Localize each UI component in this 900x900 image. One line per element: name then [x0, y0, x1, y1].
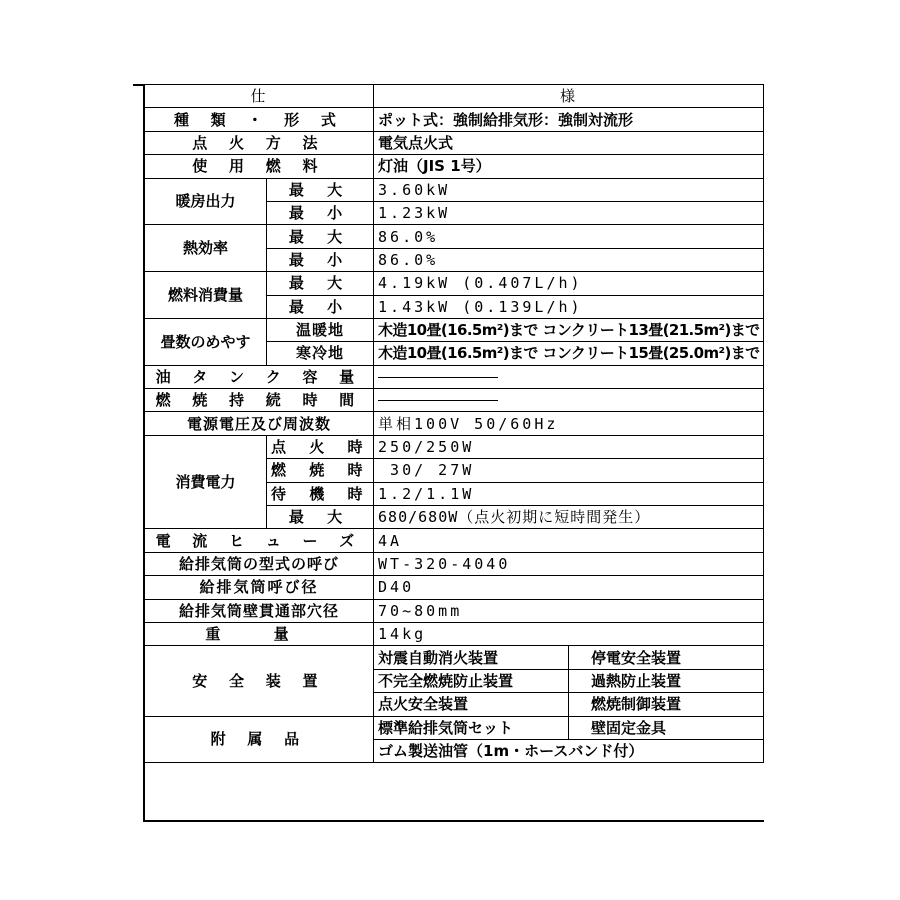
type-value: ポット式：強制給排気形：強制対流形 [374, 108, 764, 131]
table-row [145, 389, 764, 412]
efficiency-min-label: 最 小 [267, 248, 374, 271]
room-size-cold-value: 木造10畳(16.5m²)まで コンクリート15畳(25.0m²)まで [374, 342, 764, 365]
flue-diameter-label: 給排気筒呼び径 [145, 576, 374, 599]
fuel-consumption-min-label: 最 小 [267, 295, 374, 318]
efficiency-min-value: 86.0% [374, 248, 764, 271]
table-row [145, 622, 764, 645]
efficiency-max-value: 86.0% [374, 225, 764, 248]
safety-item: 不完全燃焼防止装置 [374, 669, 569, 692]
table-row [145, 412, 764, 435]
table-row [145, 365, 764, 388]
frame-bottom-line [143, 820, 764, 822]
type-label: 種 類 ・ 形 式 [145, 108, 374, 131]
accessories-label: 附 属 品 [145, 716, 374, 763]
tank-capacity-value [374, 365, 764, 388]
table-row [145, 435, 764, 458]
header-shi: 仕 [145, 85, 374, 108]
safety-item: 停電安全装置 [569, 646, 764, 669]
table-row [145, 318, 764, 341]
power-max-value: 680/680W（点火初期に短時間発生） [374, 506, 764, 529]
fuel-consumption-min-value: 1.43kW (0.139L/h) [374, 295, 764, 318]
power-standby-value: 1.2/1.1W [374, 482, 764, 505]
room-size-warm-label: 温暖地 [267, 318, 374, 341]
power-standby-label: 待 機 時 [267, 482, 374, 505]
ignition-label: 点 火 方 法 [145, 131, 374, 154]
safety-item: 点火安全装置 [374, 693, 569, 716]
fuel-consumption-max-value: 4.19kW (0.407L/h) [374, 272, 764, 295]
table-row [145, 552, 764, 575]
table-row [145, 646, 764, 669]
spec-table [144, 84, 764, 763]
table-row [145, 576, 764, 599]
weight-label: 重 量 [145, 622, 374, 645]
table-row [145, 599, 764, 622]
power-ignition-value: 250/250W [374, 435, 764, 458]
fuel-consumption-max-label: 最 大 [267, 272, 374, 295]
burn-duration-value [374, 389, 764, 412]
table-row [145, 131, 764, 154]
heat-output-label: 暖房出力 [145, 178, 267, 225]
heat-output-min-value: 1.23kW [374, 201, 764, 224]
safety-label: 安 全 装 置 [145, 646, 374, 716]
efficiency-label: 熱効率 [145, 225, 267, 272]
room-size-label: 畳数のめやす [145, 318, 267, 365]
fuel-value: 灯油（JIS 1号） [374, 155, 764, 178]
burn-duration-label: 燃 焼 持 続 時 間 [145, 389, 374, 412]
power-ignition-label: 点 火 時 [267, 435, 374, 458]
table-row [145, 85, 764, 108]
weight-value: 14kg [374, 622, 764, 645]
accessory-item: 壁固定金具 [569, 716, 764, 739]
power-consumption-label: 消費電力 [145, 435, 267, 529]
power-supply-value: 単相100V 50/60Hz [374, 412, 764, 435]
table-row [145, 178, 764, 201]
heat-output-min-label: 最 小 [267, 201, 374, 224]
room-size-warm-value: 木造10畳(16.5m²)まで コンクリート13畳(21.5m²)まで [374, 318, 764, 341]
accessory-item: 標準給排気筒セット [374, 716, 569, 739]
room-size-cold-label: 寒冷地 [267, 342, 374, 365]
table-row [145, 225, 764, 248]
power-max-label: 最 大 [267, 506, 374, 529]
flue-type-value: WT-320-4040 [374, 552, 764, 575]
flue-type-label: 給排気筒の型式の呼び [145, 552, 374, 575]
wall-hole-label: 給排気筒壁貫通部穴径 [145, 599, 374, 622]
table-row [145, 716, 764, 739]
fuse-value: 4A [374, 529, 764, 552]
tank-capacity-label: 油 タ ン ク 容 量 [145, 365, 374, 388]
power-supply-label: 電源電圧及び周波数 [145, 412, 374, 435]
blank-dash [378, 377, 498, 378]
power-burning-value: 30/ 27W [374, 459, 764, 482]
header-you: 様 [374, 85, 764, 108]
heat-output-max-value: 3.60kW [374, 178, 764, 201]
efficiency-max-label: 最 大 [267, 225, 374, 248]
wall-hole-value: 70~80mm [374, 599, 764, 622]
fuel-consumption-label: 燃料消費量 [145, 272, 267, 319]
table-row [145, 155, 764, 178]
table-row [145, 108, 764, 131]
flue-diameter-value: D40 [374, 576, 764, 599]
fuel-label: 使 用 燃 料 [145, 155, 374, 178]
heat-output-max-label: 最 大 [267, 178, 374, 201]
fuse-label: 電 流 ヒ ュ ー ズ [145, 529, 374, 552]
table-row [145, 529, 764, 552]
safety-item: 燃焼制御装置 [569, 693, 764, 716]
power-burning-label: 燃 焼 時 [267, 459, 374, 482]
accessory-item: ゴム製送油管（1m・ホースバンド付） [374, 739, 764, 762]
table-row [145, 272, 764, 295]
ignition-value: 電気点火式 [374, 131, 764, 154]
blank-dash [378, 400, 498, 401]
safety-item: 過熱防止装置 [569, 669, 764, 692]
safety-item: 対震自動消火装置 [374, 646, 569, 669]
